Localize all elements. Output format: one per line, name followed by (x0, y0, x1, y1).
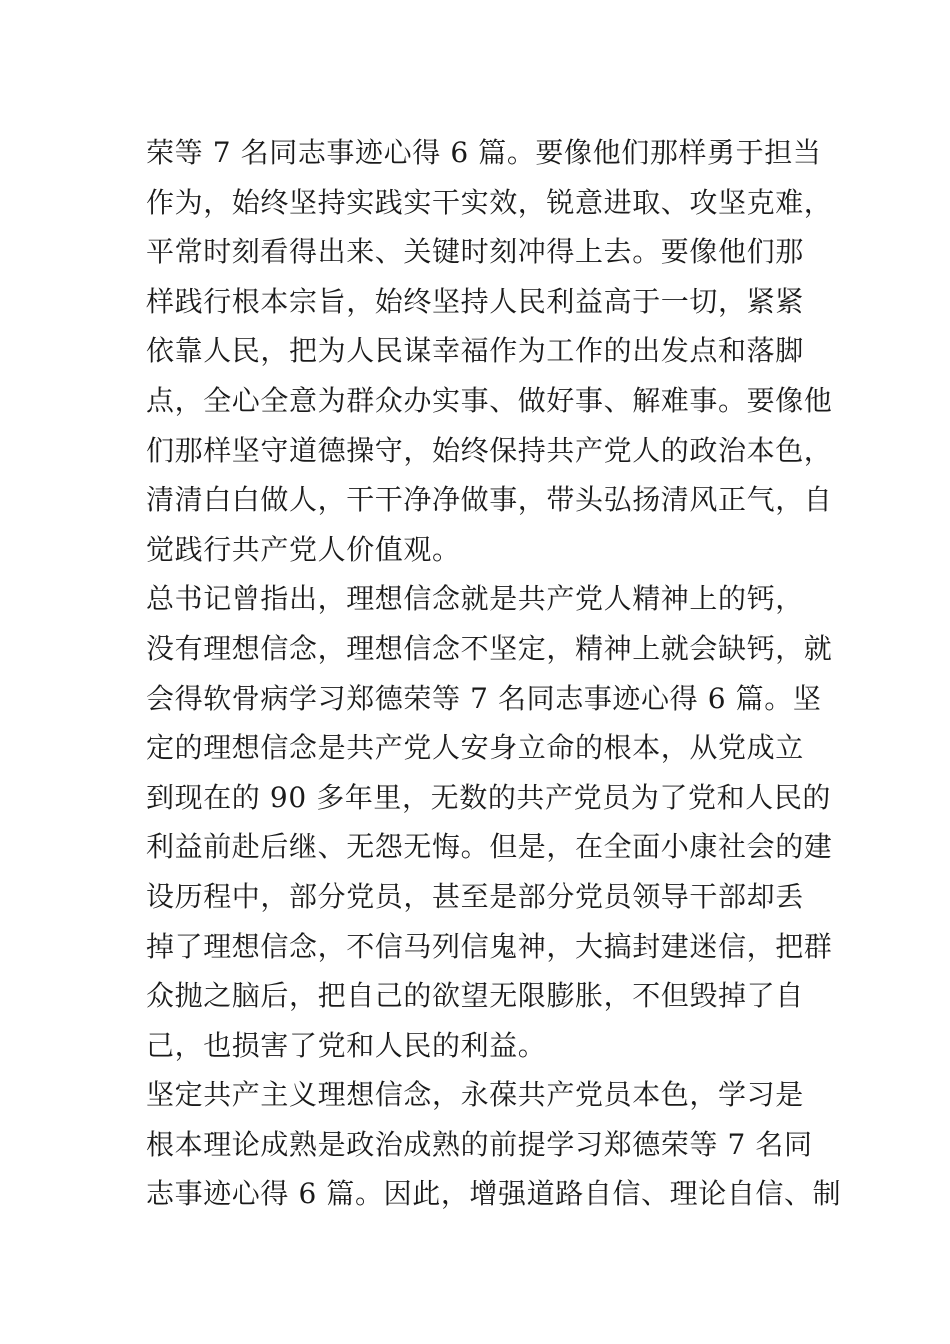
text-line: 到现在的 90 多年里，无数的共产党员为了党和人民的 (146, 780, 832, 814)
text-line: 掉了理想信念，不信马列信鬼神，大搞封建迷信，把群 (146, 929, 833, 963)
text-line: 利益前赴后继、无怨无悔。但是，在全面小康社会的建 (146, 830, 833, 864)
text-line: 样践行根本宗旨，始终坚持人民利益高于一切，紧紧 (146, 284, 804, 318)
text-line: 依靠人民，把为人民谋幸福作为工作的出发点和落脚 (146, 334, 804, 368)
text-line: 定的理想信念是共产党人安身立命的根本，从党成立 (146, 731, 804, 765)
text-line: 平常时刻看得出来、关键时刻冲得上去。要像他们那 (146, 235, 804, 269)
text-line: 总书记曾指出，理想信念就是共产党人精神上的钙， (146, 582, 804, 616)
text-line: 坚定共产主义理想信念，永葆共产党员本色，学习是 (146, 1078, 804, 1112)
text-line: 设历程中，部分党员，甚至是部分党员领导干部却丢 (146, 879, 804, 913)
text-line: 觉践行共产党人价值观。 (146, 532, 461, 566)
text-line: 根本理论成熟是政治成熟的前提学习郑德荣等 7 名同 (146, 1127, 813, 1161)
text-line: 荣等 7 名同志事迹心得 6 篇。要像他们那样勇于担当 (146, 136, 822, 169)
text-line: 没有理想信念，理想信念不坚定，精神上就会缺钙，就 (146, 631, 833, 665)
text-line: 众抛之脑后，把自己的欲望无限膨胀，不但毁掉了自 (146, 979, 804, 1013)
text-line: 们那样坚守道德操守，始终保持共产党人的政治本色， (146, 433, 833, 467)
document-body-text (146, 128, 842, 1219)
text-line: 志事迹心得 6 篇。因此，增强道路自信、理论自信、制 (146, 1177, 842, 1211)
text-line: 清清白白做人，干干净净做事，带头弘扬清风正气，自 (146, 483, 833, 517)
text-line: 会得软骨病学习郑德荣等 7 名同志事迹心得 6 篇。坚 (146, 681, 822, 715)
text-line: 点，全心全意为群众办实事、做好事、解难事。要像他 (146, 383, 833, 417)
text-line: 己，也损害了党和人民的利益。 (146, 1028, 547, 1062)
text-line: 作为，始终坚持实践实干实效，锐意进取、攻坚克难， (146, 185, 833, 219)
